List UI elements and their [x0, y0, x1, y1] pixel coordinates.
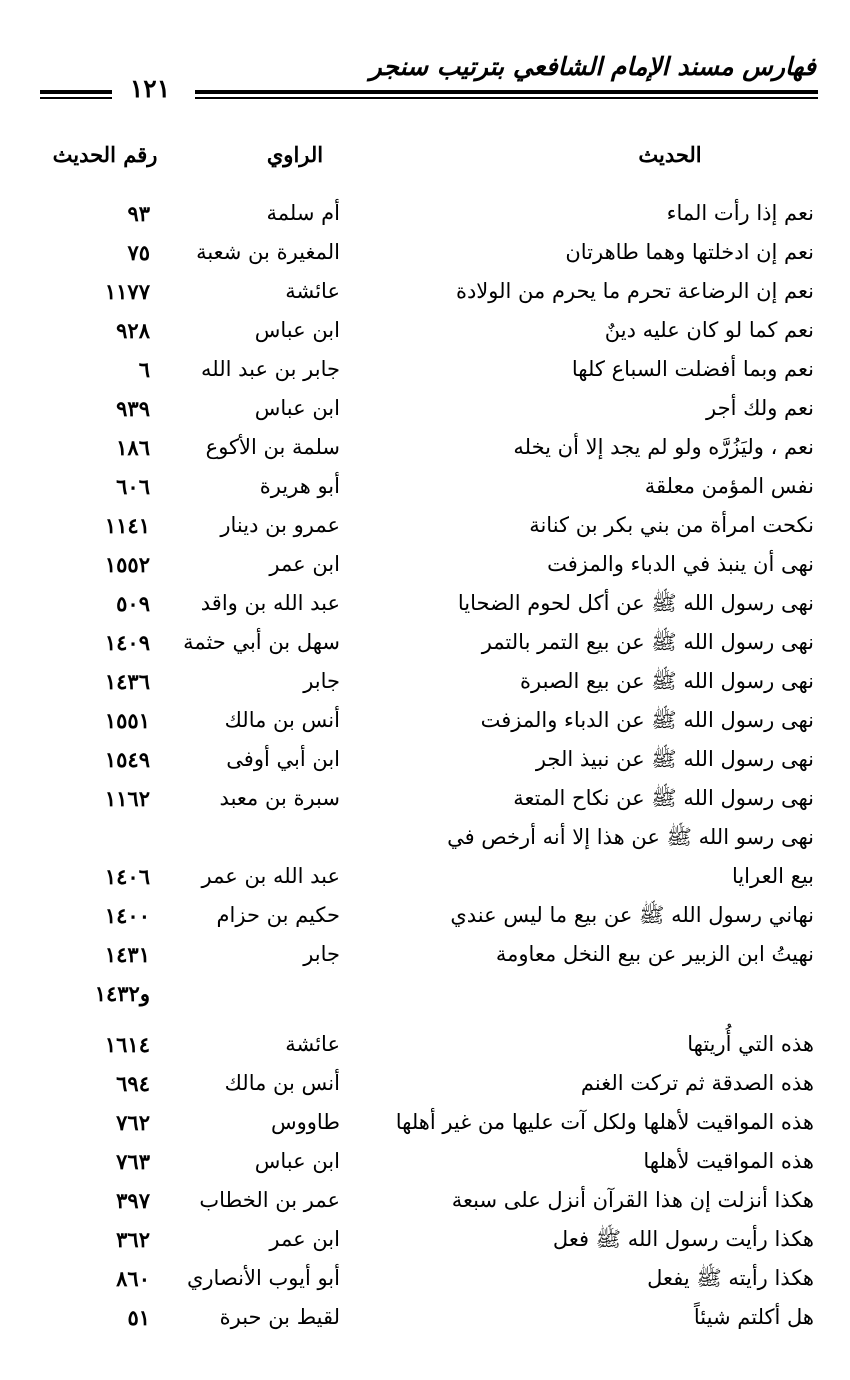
hadith-text: نعم إن الرضاعة تحرم ما يحرم من الولادة: [455, 279, 814, 303]
narrator-name: سلمة بن الأكوع: [205, 435, 340, 459]
index-entry-row: [0, 1103, 850, 1142]
index-entry-row: [0, 350, 850, 389]
hadith-text: هذه الصدقة ثم تركت الغنم: [580, 1071, 814, 1095]
hadith-text: هكذا رأيت رسول الله ﷺ فعل: [552, 1227, 814, 1251]
hadith-number: ١٤٠٠: [104, 903, 150, 928]
hadith-number: ٥١: [127, 1305, 150, 1330]
hadith-text: نعم إذا رأت الماء: [666, 201, 814, 225]
hadith-text: نهى رسو الله ﷺ عن هذا إلا أنه أرخص في: [447, 825, 814, 849]
index-entry-row: [0, 233, 850, 272]
narrator-name: ابن عمر: [269, 552, 340, 576]
index-entry-row: [0, 194, 850, 233]
column-heading-hadith: الحديث: [638, 142, 702, 167]
page-number: ١٢١: [129, 74, 171, 103]
hadith-text: نهاني رسول الله ﷺ عن بيع ما ليس عندي: [450, 903, 814, 927]
hadith-number: ٧٦٢: [116, 1110, 150, 1135]
header-rule-left-thick: [40, 90, 112, 94]
hadith-number: ٣٦٢: [116, 1227, 150, 1252]
index-entry-row: [0, 857, 850, 896]
hadith-number: ١١٧٧: [104, 279, 150, 304]
index-entry-row: [0, 1025, 850, 1064]
narrator-name: أنس بن مالك: [224, 708, 340, 732]
narrator-name: أبو أيوب الأنصاري: [186, 1266, 340, 1290]
index-entry-row: [0, 1259, 850, 1298]
hadith-number: ١٤٠٩: [104, 630, 150, 655]
narrator-name: جابر بن عبد الله: [200, 357, 340, 381]
narrator-name: ابن عباس: [254, 318, 340, 342]
narrator-name: عبد الله بن عمر: [201, 864, 340, 888]
hadith-number: ١٤٠٦: [104, 864, 150, 889]
column-heading-number: رقم الحديث: [52, 142, 158, 167]
hadith-number: ١١٤١: [104, 513, 150, 538]
hadith-number: ٩٣: [127, 201, 150, 226]
hadith-text: نهى رسول الله ﷺ عن بيع الصبرة: [520, 669, 814, 693]
hadith-number: و١٤٣٢: [94, 981, 150, 1006]
hadith-text: هذه المواقيت لأهلها ولكل آت عليها من غير أهلها: [395, 1110, 814, 1134]
narrator-name: جابر: [303, 669, 340, 693]
index-entry-row: [0, 545, 850, 584]
hadith-number: ٦٩٤: [116, 1071, 150, 1096]
hadith-number: ١٥٥٢: [104, 552, 150, 577]
index-entry-row: [0, 272, 850, 311]
hadith-number: ٣٩٧: [116, 1188, 150, 1213]
index-entry-row: [0, 974, 850, 1013]
narrator-name: سهل بن أبي حثمة: [183, 630, 340, 654]
index-entry-row: [0, 1298, 850, 1337]
index-entry-row: [0, 1142, 850, 1181]
hadith-number: ١١٦٢: [104, 786, 150, 811]
index-entry-row: [0, 389, 850, 428]
hadith-number: ١٤٣١: [104, 942, 150, 967]
column-heading-narrator: الراوي: [266, 142, 324, 167]
hadith-number: ١٦١٤: [104, 1032, 150, 1057]
index-entry-row: [0, 428, 850, 467]
index-entry-row: [0, 779, 850, 818]
narrator-name: طاووس: [270, 1110, 340, 1134]
hadith-text: نهيتُ ابن الزبير عن بيع النخل معاومة: [495, 942, 814, 966]
hadith-text: نهى رسول الله ﷺ عن الدباء والمزفت: [480, 708, 814, 732]
running-header-title: فهارس مسند الإمام الشافعي بترتيب سنجر: [369, 52, 816, 81]
hadith-text: هكذا أنزلت إن هذا القرآن أنزل على سبعة: [451, 1188, 814, 1212]
narrator-name: أبو هريرة: [259, 474, 340, 498]
hadith-number: ١٨٦: [116, 435, 150, 460]
narrator-name: ابن عباس: [254, 396, 340, 420]
hadith-text: نهى أن ينبذ في الدباء والمزفت: [547, 552, 814, 576]
narrator-name: لقيط بن حبرة: [219, 1305, 340, 1329]
index-entry-row: [0, 1064, 850, 1103]
hadith-number: ١٥٥١: [104, 708, 150, 733]
narrator-name: عائشة: [285, 1032, 340, 1056]
narrator-name: أنس بن مالك: [224, 1071, 340, 1095]
hadith-number: ٥٠٩: [116, 591, 150, 616]
narrator-name: أم سلمة: [266, 201, 340, 225]
narrator-name: عمرو بن دينار: [220, 513, 340, 537]
narrator-name: عمر بن الخطاب: [199, 1188, 340, 1212]
hadith-number: ٧٥: [127, 240, 150, 265]
narrator-name: ابن عمر: [269, 1227, 340, 1251]
narrator-name: حكيم بن حزام: [216, 903, 340, 927]
hadith-text: نعم إن ادخلتها وهما طاهرتان: [565, 240, 814, 264]
index-entry-row: [0, 467, 850, 506]
hadith-number: ١٤٣٦: [104, 669, 150, 694]
hadith-text: نعم كما لو كان عليه دينٌ: [604, 318, 814, 342]
hadith-text: نهى رسول الله ﷺ عن بيع التمر بالتمر: [481, 630, 814, 654]
hadith-number: ٧٦٣: [116, 1149, 150, 1174]
hadith-text: هذه التي أُريتها: [687, 1032, 814, 1056]
index-entry-row: [0, 896, 850, 935]
index-entry-row: [0, 740, 850, 779]
narrator-name: ابن أبي أوفى: [226, 747, 340, 771]
narrator-name: المغيرة بن شعبة: [196, 240, 340, 264]
header-rule-right-thick: [195, 90, 818, 94]
narrator-name: ابن عباس: [254, 1149, 340, 1173]
index-entries: [0, 194, 850, 1337]
hadith-number: ٦: [138, 357, 150, 382]
index-entry-row: [0, 623, 850, 662]
narrator-name: جابر: [303, 942, 340, 966]
narrator-name: عبد الله بن واقد: [200, 591, 340, 615]
index-entry-row: [0, 1220, 850, 1259]
hadith-text: نفس المؤمن معلقة: [644, 474, 814, 498]
hadith-text: نعم وبما أفضلت السباع كلها: [571, 357, 814, 381]
narrator-name: عائشة: [285, 279, 340, 303]
section-gap: [0, 1013, 850, 1025]
hadith-text: هكذا رأيته ﷺ يفعل: [647, 1266, 814, 1290]
hadith-text: نهى رسول الله ﷺ عن نبيذ الجر: [535, 747, 814, 771]
hadith-text: نعم ، وليَزُرَّه ولو لم يجد إلا أن يخله: [513, 435, 814, 459]
hadith-text: نعم ولك أجر: [706, 396, 814, 420]
index-entry-row: [0, 701, 850, 740]
header-rule-left-thin: [40, 97, 112, 99]
index-entry-row: [0, 311, 850, 350]
hadith-text: هذه المواقيت لأهلها: [643, 1149, 814, 1173]
hadith-number: ٨٦٠: [116, 1266, 150, 1291]
hadith-number: ١٥٤٩: [104, 747, 150, 772]
index-entry-row: [0, 1181, 850, 1220]
hadith-number: ٦٠٦: [116, 474, 150, 499]
hadith-text: نكحت امرأة من بني بكر بن كنانة: [529, 513, 814, 537]
index-entry-row: [0, 506, 850, 545]
hadith-text: نهى رسول الله ﷺ عن أكل لحوم الضحايا: [457, 591, 814, 615]
narrator-name: سبرة بن معبد: [219, 786, 340, 810]
hadith-number: ٩٢٨: [116, 318, 150, 343]
hadith-text: هل أكلتم شيئاً: [693, 1305, 814, 1329]
index-entry-row: [0, 584, 850, 623]
hadith-text: بيع العرايا: [731, 864, 814, 888]
header-rule-right-thin: [195, 97, 818, 99]
hadith-text: نهى رسول الله ﷺ عن نكاح المتعة: [513, 786, 814, 810]
index-entry-row: [0, 818, 850, 857]
index-entry-row: [0, 935, 850, 974]
index-entry-row: [0, 662, 850, 701]
hadith-number: ٩٣٩: [116, 396, 150, 421]
